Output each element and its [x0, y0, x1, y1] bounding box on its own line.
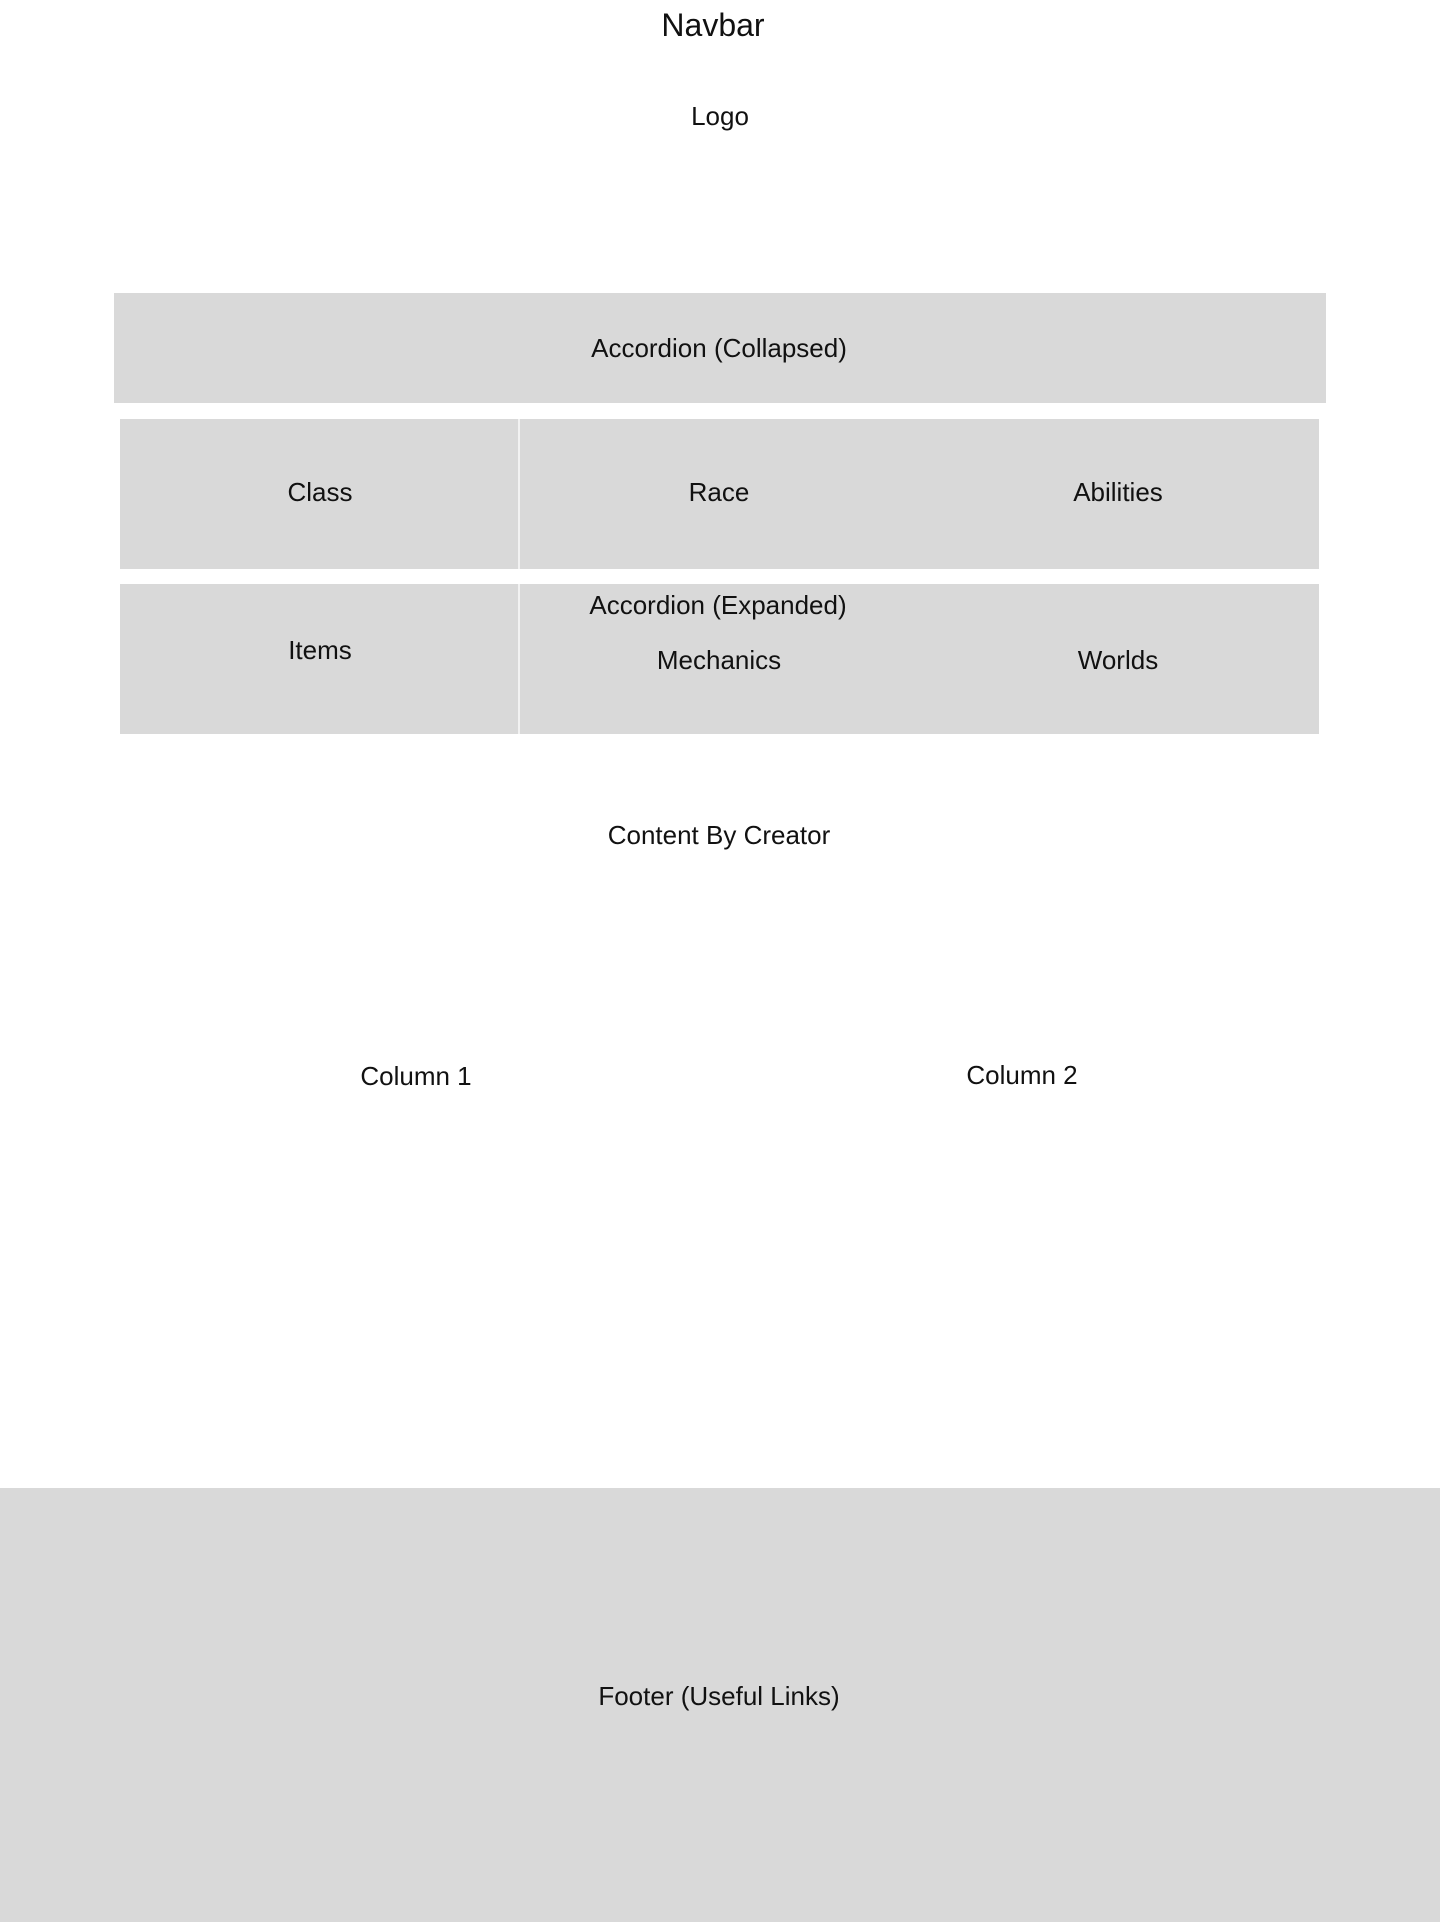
column-2: Column 2	[966, 1060, 1078, 1090]
footer-label[interactable]: Footer (Useful Links)	[598, 1681, 840, 1711]
accordion-collapsed-label: Accordion (Collapsed)	[591, 333, 847, 363]
navbar-title: Navbar	[661, 7, 765, 43]
navbar	[0, 0, 1440, 200]
accordion-item-mechanics[interactable]: Mechanics	[656, 645, 782, 675]
logo[interactable]: Logo	[691, 101, 749, 131]
column-1: Column 1	[360, 1061, 472, 1091]
accordion-divider	[518, 419, 520, 569]
accordion-item-class[interactable]: Class	[287, 477, 353, 507]
accordion-item-race[interactable]: Race	[688, 477, 750, 507]
content-by-creator-title: Content By Creator	[607, 820, 831, 850]
accordion-divider	[518, 584, 520, 734]
accordion-expanded-label: Accordion (Expanded)	[589, 590, 847, 620]
accordion-item-abilities[interactable]: Abilities	[1073, 477, 1163, 507]
accordion-item-items[interactable]: Items	[288, 635, 352, 665]
accordion-item-worlds[interactable]: Worlds	[1077, 645, 1159, 675]
